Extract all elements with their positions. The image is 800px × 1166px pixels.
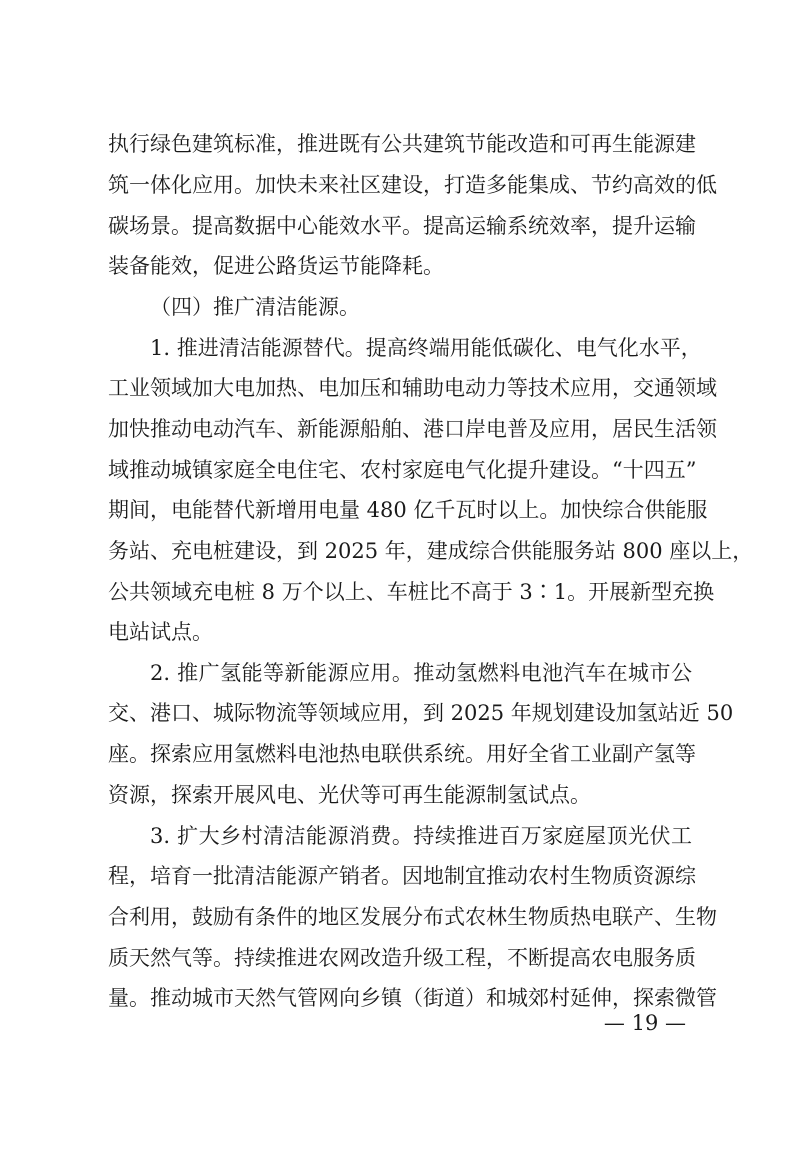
body-text-line: 量。推动城市天然气管网向乡镇（街道）和城郊村延伸，探索微管 xyxy=(108,986,717,1010)
page-number: — 19 — xyxy=(603,1011,686,1035)
item-3-heading-line: 3. 扩大乡村清洁能源消费。持续推进百万家庭屋顶光伏工 xyxy=(150,824,692,848)
body-text-line: 务站、充电桩建设，到 2025 年，建成综合供能服务站 800 座以上， xyxy=(108,539,754,563)
body-text-line: 碳场景。提高数据中心能效水平。提高运输系统效率，提升运输 xyxy=(108,214,696,238)
item-1-heading-line: 1. 推进清洁能源替代。提高终端用能低碳化、电气化水平， xyxy=(150,336,702,360)
body-text-line: 电站试点。 xyxy=(108,620,213,644)
body-text-line: 工业领域加大电加热、电加压和辅助电动力等技术应用，交通领域 xyxy=(108,376,717,400)
body-text-line: 质天然气等。持续推进农网改造升级工程，不断提高农电服务质 xyxy=(108,946,696,970)
item-2-heading-line: 2. 推广氢能等新能源应用。推动氢燃料电池汽车在城市公 xyxy=(150,661,692,685)
body-text-line: 公共领域充电桩 8 万个以上、车桩比不高于 3∶1。开展新型充换 xyxy=(108,580,715,604)
body-text-line: 合利用，鼓励有条件的地区发展分布式农林生物质热电联产、生物 xyxy=(108,905,717,929)
body-text-line: 执行绿色建筑标准，推进既有公共建筑节能改造和可再生能源建 xyxy=(108,132,696,156)
body-text-line: 座。探索应用氢燃料电池热电联供系统。用好全省工业副产氢等 xyxy=(108,742,696,766)
body-text-line: 期间，电能替代新增用电量 480 亿千瓦时以上。加快综合供能服 xyxy=(108,498,708,522)
body-text-line: 筑一体化应用。加快未来社区建设，打造多能集成、节约高效的低 xyxy=(108,173,717,197)
body-text-line: 程，培育一批清洁能源产销者。因地制宜推动农村生物质资源综 xyxy=(108,864,696,888)
body-text-line: 资源，探索开展风电、光伏等可再生能源制氢试点。 xyxy=(108,783,591,807)
body-text-line: 交、港口、城际物流等领域应用，到 2025 年规划建设加氢站近 50 xyxy=(108,701,734,725)
body-text-line: 域推动城镇家庭全电住宅、农村家庭电气化提升建设。“十四五” xyxy=(108,458,697,482)
body-text-line: 加快推动电动汽车、新能源船舶、港口岸电普及应用，居民生活领 xyxy=(108,417,717,441)
section-heading: （四）推广清洁能源。 xyxy=(150,295,360,319)
body-text-line: 装备能效，促进公路货运节能降耗。 xyxy=(108,254,444,278)
